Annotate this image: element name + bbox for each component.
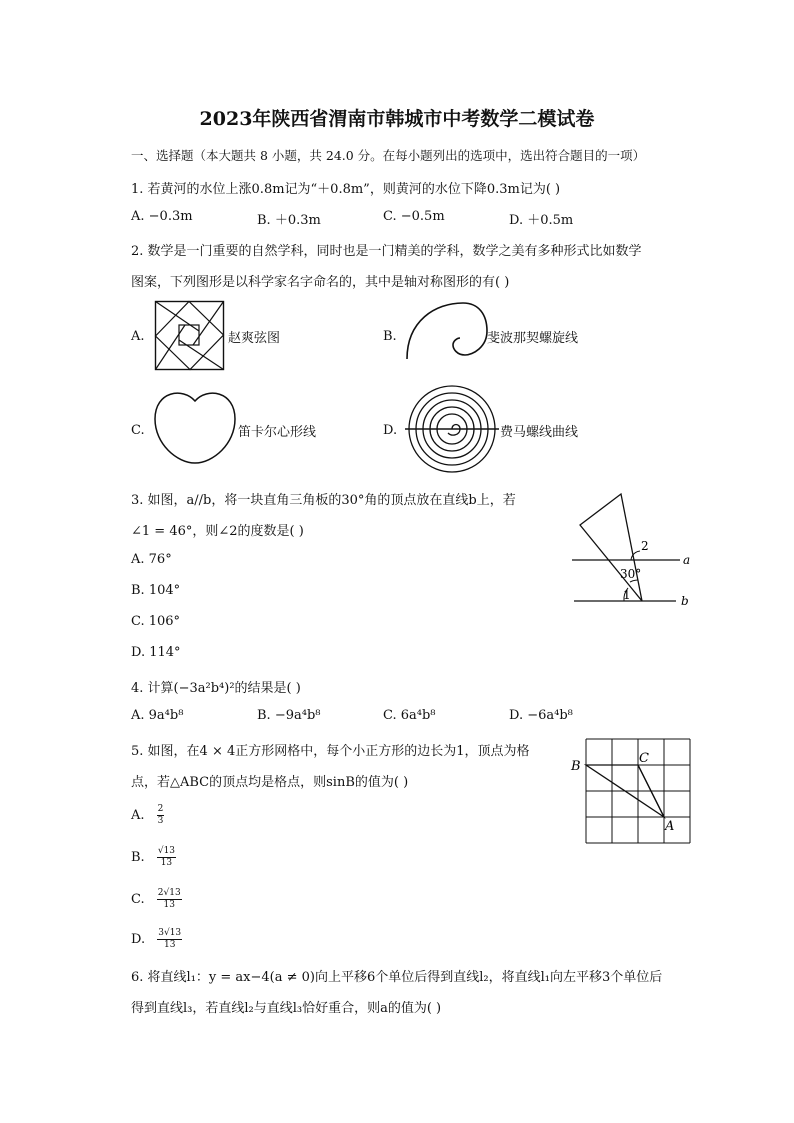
- question-3-stem-line2: ∠1 = 46°，则∠2的度数是( ): [131, 524, 304, 539]
- vertex-c-label: C: [639, 751, 649, 766]
- q2-label-d: D.: [383, 423, 398, 438]
- question-3-stem-line1: 3. 如图，a//b，将一块直角三角板的30°角的顶点放在直线b上，若: [131, 493, 516, 508]
- q2-label-a: A.: [131, 329, 145, 344]
- grid-triangle-figure: [565, 737, 693, 845]
- q5-option-a: [131, 804, 164, 827]
- q2-label-b: B.: [383, 329, 397, 344]
- q1-option-b: B. ＋0.3m: [257, 213, 321, 228]
- q5-option-d: [131, 928, 182, 951]
- q5-option-b: [131, 846, 176, 869]
- q3-option-a: A. 76°: [131, 552, 172, 567]
- zhao-shuang-diagram: [155, 301, 225, 371]
- q5-option-b-label: B.: [131, 850, 145, 865]
- q1-option-c: C. −0.5m: [383, 209, 445, 224]
- q5-option-c: [131, 888, 182, 911]
- line-b-label: b: [681, 594, 689, 608]
- question-5-stem-line2: 点，若△ABC的顶点均是格点，则sinB的值为( ): [131, 775, 409, 790]
- page-title: 2023年陕西省渭南市韩城市中考数学二模试卷: [199, 108, 595, 130]
- angle-30-label: 30°: [620, 567, 642, 581]
- question-2-stem-line1: 2. 数学是一门重要的自然学科，同时也是一门精美的学科，数学之美有多种形式比如数学: [131, 244, 642, 259]
- fermat-spiral: [405, 385, 499, 473]
- q4-option-b: B. −9a⁴b⁸: [257, 708, 321, 723]
- q5-option-d-fraction: $\frac{3√13}{13}$: [158, 928, 182, 950]
- q1-option-a: A. −0.3m: [131, 209, 193, 224]
- q2-label-c: C.: [131, 423, 145, 438]
- vertex-a-label: A: [665, 819, 675, 834]
- q2-caption-c: 笛卡尔心形线: [238, 425, 317, 440]
- q2-caption-b: 斐波那契螺旋线: [487, 331, 579, 346]
- question-1-stem: 1. 若黄河的水位上涨0.8m记为“＋0.8m”，则黄河的水位下降0.3m记为( ): [131, 182, 561, 197]
- line-a-label: a: [683, 553, 691, 567]
- set-square: [580, 494, 642, 601]
- question-6-stem-line2: 得到直线l₃，若直线l₂与直线l₃恰好重合，则a的值为( ): [131, 1001, 442, 1016]
- q5-option-a-label: A.: [131, 808, 145, 823]
- q5-option-c-fraction: $\frac{2√13}{13}$: [157, 888, 181, 910]
- q5-option-c-label: C.: [131, 892, 145, 907]
- question-4-stem: 4. 计算(−3a²b⁴)²的结果是( ): [131, 681, 301, 696]
- q3-option-c: C. 106°: [131, 614, 181, 629]
- triangle-parallel-lines-figure: [568, 492, 698, 612]
- q2-caption-a: 赵爽弦图: [228, 331, 281, 346]
- question-6-stem-line1: 6. 将直线l₁：y = ax−4(a ≠ 0)向上平移6个单位后得到直线l₂，将直线l₁向左平移3个单位后: [131, 970, 663, 985]
- q4-option-d: D. −6a⁴b⁸: [509, 708, 573, 723]
- q5-option-a-fraction: $\frac{2}{3}$: [157, 804, 164, 826]
- angle-1-label: 1: [623, 588, 631, 602]
- q5-option-b-fraction: $\frac{√13}{13}$: [157, 846, 176, 868]
- question-5-stem-line1: 5. 如图，在4 × 4正方形网格中，每个小正方形的边长为1，顶点为格: [131, 744, 530, 759]
- q4-option-c: C. 6a⁴b⁸: [383, 708, 436, 723]
- q4-option-a: A. 9a⁴b⁸: [131, 708, 184, 723]
- q1-option-d: D. ＋0.5m: [509, 213, 574, 228]
- q5-option-d-label: D.: [131, 932, 146, 947]
- cardioid-curve: [153, 389, 237, 465]
- vertex-b-label: B: [571, 759, 581, 774]
- question-2-stem-line2: 图案，下列图形是以科学家名字命名的，其中是轴对称图形的有( ): [131, 275, 510, 290]
- fibonacci-spiral: [405, 301, 485, 363]
- angle-2-label: 2: [641, 539, 649, 553]
- section-heading: 一、选择题（本大题共 8 小题，共 24.0 分。在每小题列出的选项中，选出符合题目的一项）: [131, 148, 646, 163]
- q3-option-b: B. 104°: [131, 583, 181, 598]
- q2-caption-d: 费马螺线曲线: [500, 425, 579, 440]
- q3-option-d: D. 114°: [131, 645, 181, 660]
